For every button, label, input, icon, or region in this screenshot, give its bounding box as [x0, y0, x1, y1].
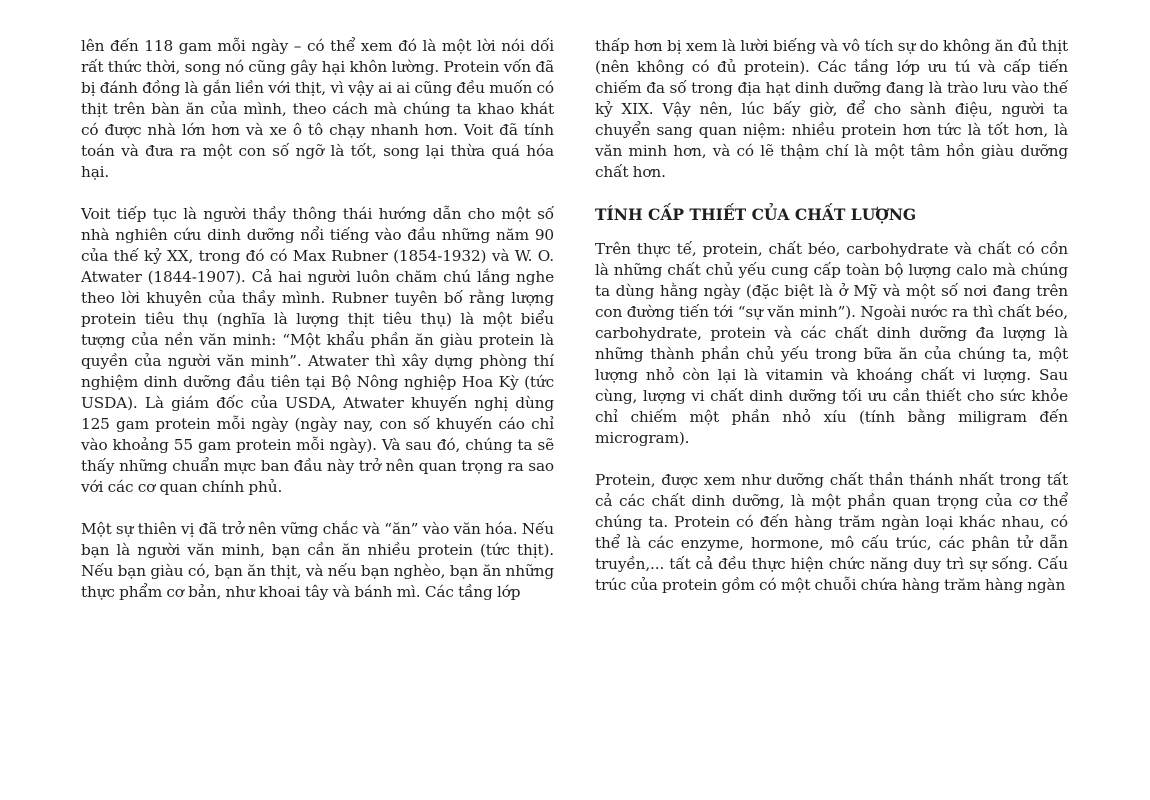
- body-paragraph: thấp hơn bị xem là lười biếng và vô tích sự do không ăn đủ thịt (nên không có đủ protein). Các tầng lớp ưu tú và cấp tiến chiếm đa số trong địa hạt dinh dưỡng đang là trào lưu vào thế kỷ XIX. Vậy nên, lúc bấy giờ, để cho sành điệu, người ta chuyển sang quan niệm: nhiều protein hơn tức là tốt hơn, là văn minh hơn, và có lẽ thậm chí là một tâm hồn giàu dưỡng chất hơn.: [595, 37, 1068, 181]
- body-paragraph: lên đến 118 gam mỗi ngày – có thể xem đó là một lời nói dối rất thức thời, song nó cũng gây hại khôn lường. Protein vốn đã bị đánh đồng là gắn liền với thịt, vì vậy ai ai cũng đều muốn có thịt trên bàn ăn của mình, theo cách mà chúng ta khao khát có được nhà lớn hơn và xe ô tô chạy nhanh hơn. Voit đã tính toán và đưa ra một con số ngỡ là tốt, song lại thừa quá hóa hại.: [81, 37, 554, 181]
- body-paragraph: Protein, được xem như dưỡng chất thần thánh nhất trong tất cả các chất dinh dưỡng, là một phần quan trọng của cơ thể chúng ta. Protein có đến hàng trăm ngàn loại khác nhau, có thể là các enzyme, hormone, mô cấu trúc, các phân tử dẫn truyền,... tất cả đều thực hiện chức năng duy trì sự sống. Cấu trúc của protein gồm có một chuỗi chứa hàng trăm hàng ngàn: [595, 471, 1068, 594]
- right-column: [595, 36, 1068, 617]
- body-paragraph: Một sự thiên vị đã trở nên vững chắc và “ăn” vào văn hóa. Nếu bạn là người văn minh, bạn cần ăn nhiều protein (tức thịt). Nếu bạn giàu có, bạn ăn thịt, và nếu bạn nghèo, bạn ăn những thực phẩm cơ bản, như khoai tây và bánh mì. Các tầng lớp: [81, 520, 554, 601]
- left-column: [81, 36, 554, 624]
- section-heading: TÍNH CẤP THIẾT CỦA CHẤT LƯỢNG: [595, 205, 917, 224]
- body-paragraph: Trên thực tế, protein, chất béo, carbohydrate và chất có cồn là những chất chủ yếu cung cấp toàn bộ lượng calo mà chúng ta dùng hằng ngày (đặc biệt là ở Mỹ và một số nơi đang trên con đường tiến tới “sự văn minh”). Ngoài nước ra thì chất béo, carbohydrate, protein và các chất dinh dưỡng đa lượng là những thành phần chủ yếu trong bữa ăn của chúng ta, một lượng nhỏ còn lại là vitamin và khoáng chất vi lượng. Sau cùng, lượng vi chất dinh dưỡng tối ưu cần thiết cho sức khỏe chỉ chiếm một phần nhỏ xíu (tính bằng miligram đến microgram).: [595, 240, 1068, 447]
- body-paragraph: Voit tiếp tục là người thầy thông thái hướng dẫn cho một số nhà nghiên cứu dinh dưỡng nổi tiếng vào đầu những năm 90 của thế kỷ XX, trong đó có Max Rubner (1854-1932) và W. O. Atwater (1844-1907). Cả hai người luôn chăm chú lắng nghe theo lời khuyên của thầy mình. Rubner tuyên bố rằng lượng protein tiêu thụ (nghĩa là lượng thịt tiêu thụ) là một biểu tượng của nền văn minh: “Một khẩu phần ăn giàu protein là quyền của người văn minh”. Atwater thì xây dựng phòng thí nghiệm dinh dưỡng đầu tiên tại Bộ Nông nghiệp Hoa Kỳ (tức USDA). Là giám đốc của USDA, Atwater khuyến nghị dùng 125 gam protein mỗi ngày (ngày nay, con số khuyến cáo chỉ vào khoảng 55 gam protein mỗi ngày). Và sau đó, chúng ta sẽ thấy những chuẩn mực ban đầu này trở nên quan trọng ra sao với các cơ quan chính phủ.: [81, 205, 554, 496]
